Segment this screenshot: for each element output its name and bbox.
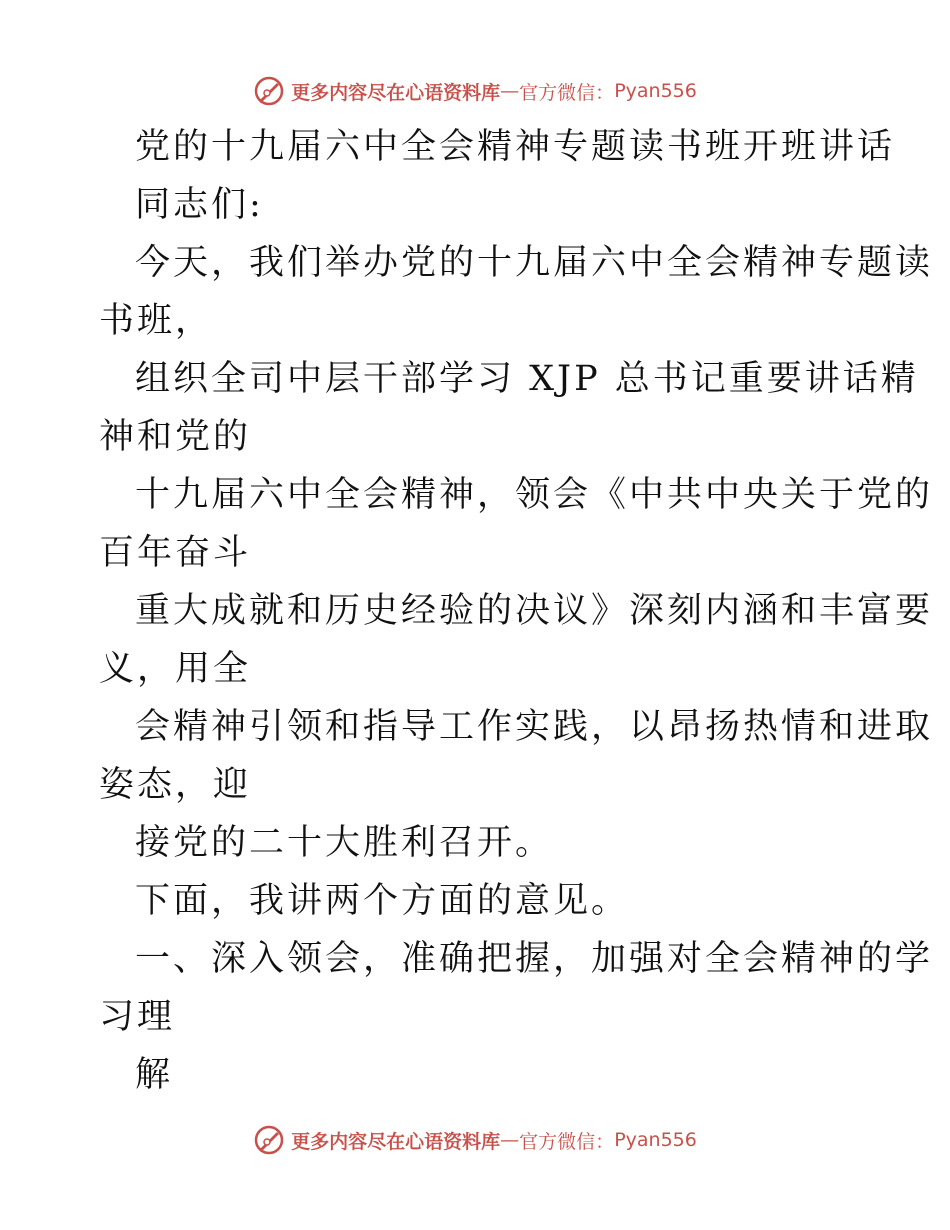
- doc-line: 百年奋斗: [99, 533, 252, 573]
- pen-logo-icon: [253, 1124, 285, 1156]
- doc-line: 接党的二十大胜利召开。: [135, 823, 554, 863]
- doc-line: 重大成就和历史经验的决议》深刻内涵和丰富要: [135, 591, 934, 631]
- banner-dash: —: [500, 80, 520, 102]
- doc-section-heading: 一、深入领会，准确把握，加强对全会精神的学: [135, 939, 934, 979]
- banner-dash: —: [500, 1129, 520, 1151]
- banner-wechat-id: Pyan556: [614, 1129, 697, 1151]
- doc-section-heading-cont: 解: [135, 1055, 174, 1095]
- banner-site-text: 更多内容尽在心语资料库: [291, 81, 501, 104]
- footer-watermark-banner: [0, 1123, 950, 1157]
- banner-wechat-id: Pyan556: [614, 80, 697, 102]
- doc-line: 姿态，迎: [99, 765, 252, 805]
- header-watermark-banner: [0, 74, 950, 108]
- pen-logo-icon: [253, 75, 285, 107]
- doc-line: 组织全司中层干部学习 XJP 总书记重要讲话精: [135, 359, 919, 399]
- banner-site-text: 更多内容尽在心语资料库: [291, 1130, 501, 1153]
- doc-line: 今天，我们举办党的十九届六中全会精神专题读: [135, 243, 934, 283]
- doc-line: 下面，我讲两个方面的意见。: [135, 881, 630, 921]
- doc-line: 十九届六中全会精神，领会《中共中央关于党的: [135, 475, 934, 515]
- doc-line: 义，用全: [99, 649, 252, 689]
- doc-title: 党的十九届六中全会精神专题读书班开班讲话: [135, 127, 896, 167]
- doc-line: 书班，: [99, 301, 214, 341]
- doc-line: 会精神引领和指导工作实践，以昂扬热情和进取: [135, 707, 934, 747]
- banner-official-label: 官方微信：: [519, 81, 615, 104]
- doc-section-heading-cont: 习理: [99, 997, 176, 1037]
- doc-salutation: 同志们:: [135, 185, 264, 225]
- doc-line: 神和党的: [99, 417, 252, 457]
- banner-official-label: 官方微信：: [519, 1130, 615, 1153]
